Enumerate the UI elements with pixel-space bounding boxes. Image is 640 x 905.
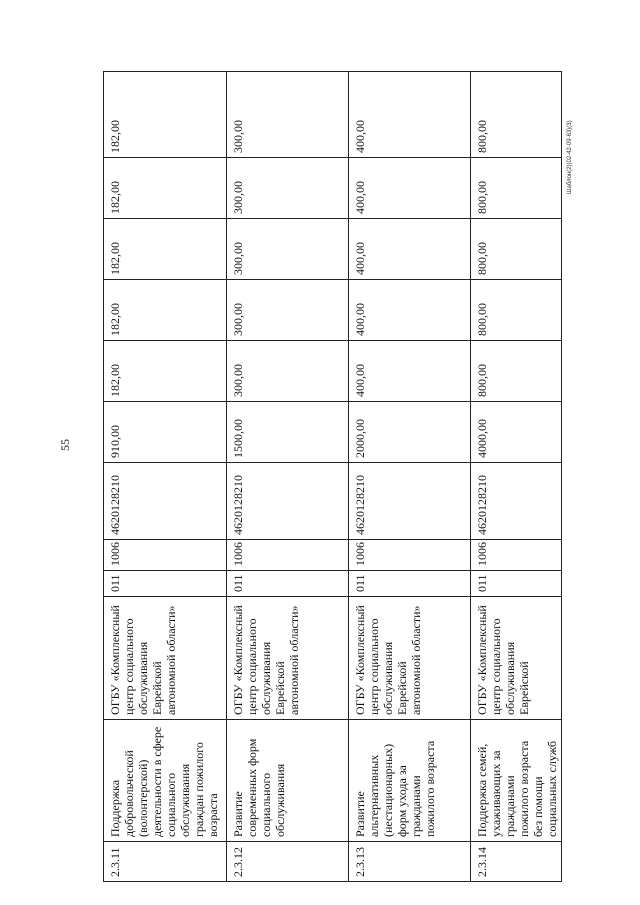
grbs-code: 011	[471, 571, 562, 597]
year-amount: 400,00	[349, 158, 471, 219]
target-article: 4620128210	[104, 463, 227, 540]
total-amount: 2000,00	[349, 402, 471, 463]
year-amount: 182,00	[104, 341, 227, 402]
target-article: 4620128210	[349, 463, 471, 540]
grbs-code: 011	[104, 571, 227, 597]
year-amount: 800,00	[471, 280, 562, 341]
measure-name: Развитие альтернативных (нестационарных) форм ухода за гражданами пожилого возраста	[349, 720, 471, 842]
target-article: 4620128210	[471, 463, 562, 540]
year-amount: 182,00	[104, 72, 227, 158]
year-amount: 400,00	[349, 72, 471, 158]
measures-table	[103, 71, 562, 882]
year-amount: 300,00	[227, 219, 349, 280]
year-amount: 300,00	[227, 158, 349, 219]
footer-code: Шаблон(2)(02-42-09-63)(3)	[567, 120, 573, 194]
year-amount: 182,00	[104, 158, 227, 219]
year-amount: 300,00	[227, 72, 349, 158]
table-row	[471, 72, 562, 882]
year-amount: 800,00	[471, 158, 562, 219]
grbs-code: 011	[227, 571, 349, 597]
year-amount: 300,00	[227, 280, 349, 341]
year-amount: 800,00	[471, 219, 562, 280]
year-amount: 400,00	[349, 280, 471, 341]
year-amount: 300,00	[227, 341, 349, 402]
executor: ОГБУ «Комплексный центр социального обслуживания Еврейской	[471, 597, 562, 720]
measure-name: Развитие современных форм социального обслуживания	[227, 720, 349, 842]
year-amount: 400,00	[349, 341, 471, 402]
table-row	[104, 72, 227, 882]
row-code: 2.3.12	[227, 842, 349, 882]
executor: ОГБУ «Комплексный центр социального обслуживания Еврейской автономной области»	[227, 597, 349, 720]
section-code: 1006	[104, 540, 227, 571]
year-amount: 182,00	[104, 219, 227, 280]
target-article: 4620128210	[227, 463, 349, 540]
year-amount: 182,00	[104, 280, 227, 341]
measures-table-rotated	[103, 72, 560, 882]
row-code: 2.3.13	[349, 842, 471, 882]
total-amount: 4000,00	[471, 402, 562, 463]
executor: ОГБУ «Комплексный центр социального обслуживания Еврейской автономной области»	[104, 597, 227, 720]
year-amount: 800,00	[471, 341, 562, 402]
total-amount: 910,00	[104, 402, 227, 463]
page-number: 55	[58, 439, 72, 451]
executor: ОГБУ «Комплексный центр социального обслуживания Еврейской автономной области»	[349, 597, 471, 720]
table-row	[349, 72, 471, 882]
year-amount: 800,00	[471, 72, 562, 158]
row-code: 2.3.14	[471, 842, 562, 882]
measure-name: Поддержка семей, ухаживающих за гражданами пожилого возраста без помощи социальных служб	[471, 720, 562, 842]
grbs-code: 011	[349, 571, 471, 597]
table-row	[227, 72, 349, 882]
section-code: 1006	[349, 540, 471, 571]
row-code: 2.3.11	[104, 842, 227, 882]
section-code: 1006	[471, 540, 562, 571]
measure-name: Поддержка добровольческой (волонтерской) деятельности в сфере социального обслуживания граждан пожилого возраста	[104, 720, 227, 842]
year-amount: 400,00	[349, 219, 471, 280]
total-amount: 1500,00	[227, 402, 349, 463]
section-code: 1006	[227, 540, 349, 571]
